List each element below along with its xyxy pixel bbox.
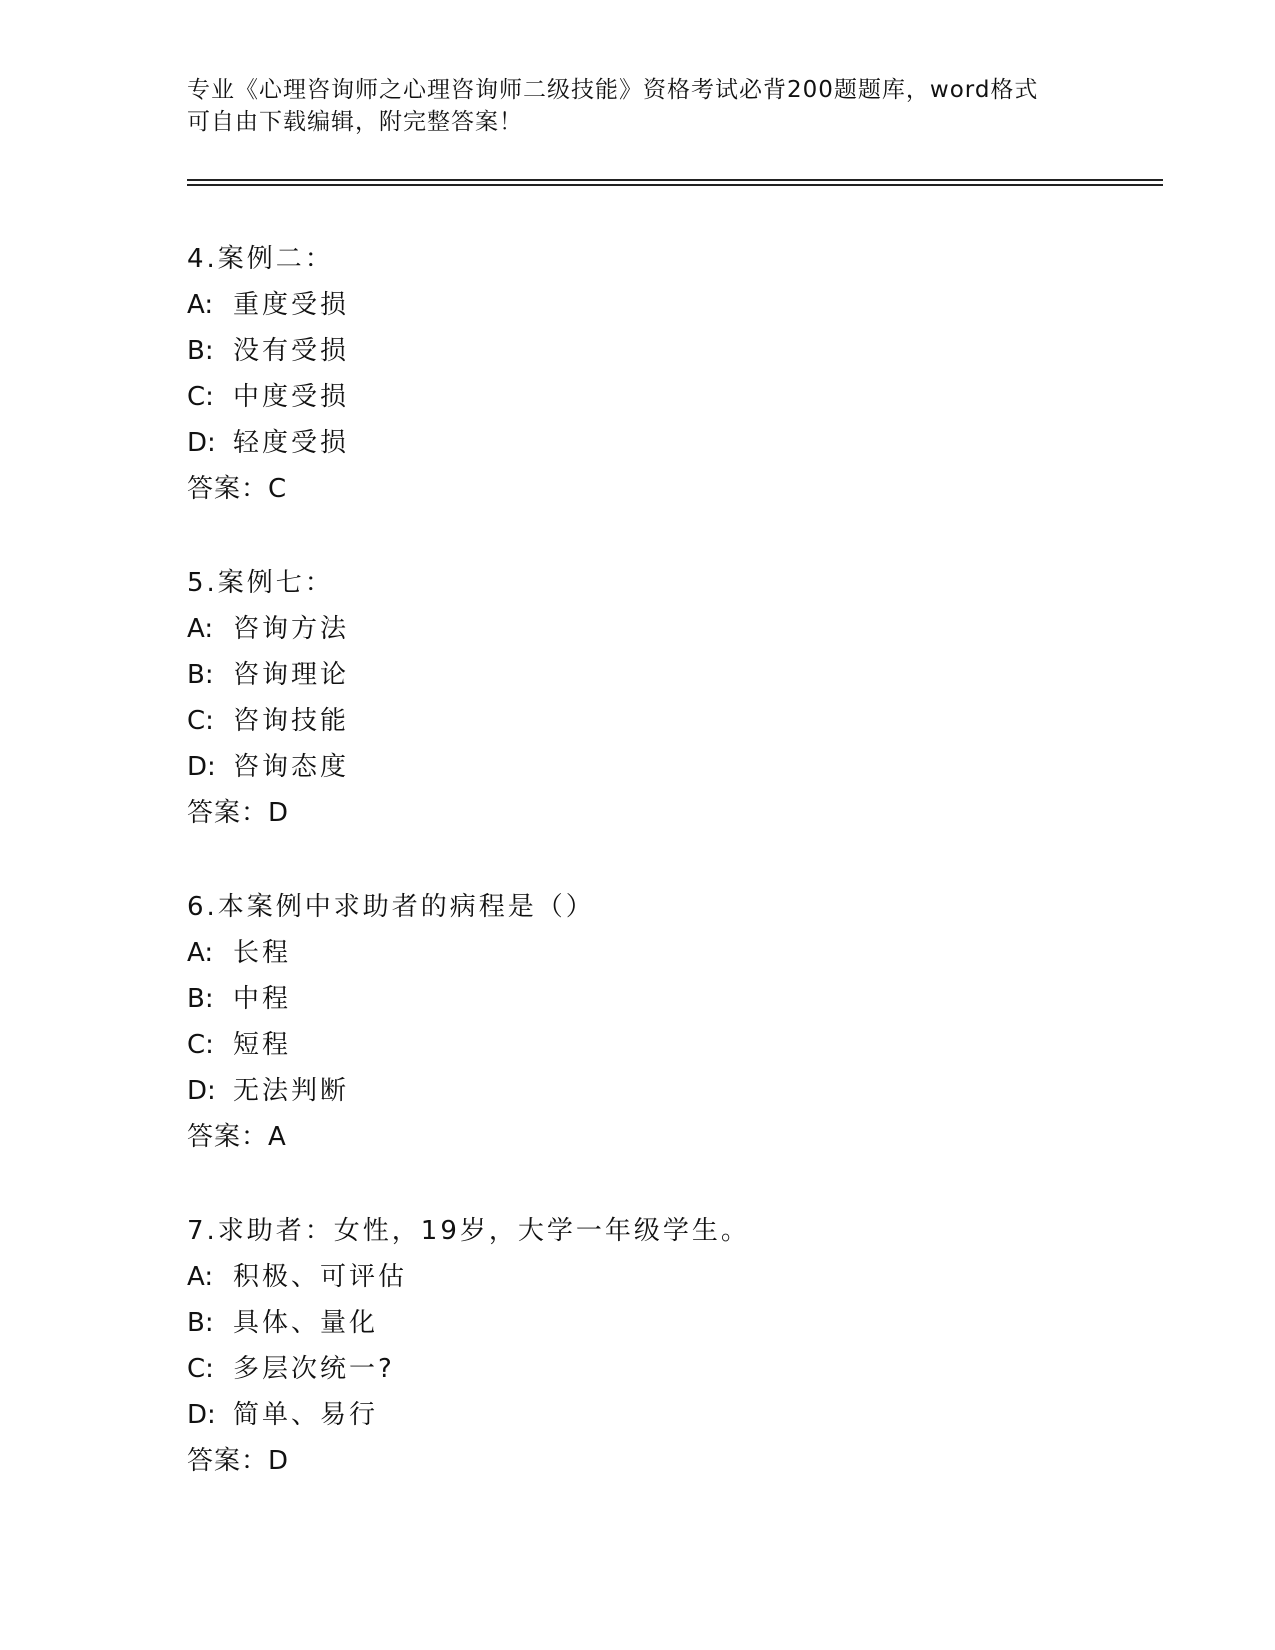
option-c (187, 698, 1137, 744)
option-d (187, 1392, 1137, 1438)
question-item (187, 1208, 1137, 1484)
document-header (187, 74, 1087, 138)
option-letter: A: (187, 938, 214, 968)
option-a (187, 930, 1137, 976)
answer: 答案：D (187, 1446, 290, 1476)
option-letter: A: (187, 614, 214, 644)
question-stem: 4.案例二： (187, 244, 334, 274)
option-text: 积极、可评估 (233, 1262, 408, 1292)
option-c (187, 1346, 1137, 1392)
option-b (187, 1300, 1137, 1346)
option-b (187, 652, 1137, 698)
option-letter: B: (187, 1308, 214, 1338)
option-text: 咨询技能 (233, 706, 350, 736)
option-letter: D: (187, 1400, 216, 1430)
option-text: 无法判断 (233, 1076, 350, 1106)
option-d (187, 420, 1137, 466)
option-text: 短程 (233, 1030, 292, 1060)
option-text: 没有受损 (233, 336, 350, 366)
option-letter: C: (187, 1354, 214, 1384)
header-divider-bottom (187, 184, 1163, 186)
option-a (187, 1254, 1137, 1300)
option-text: 中程 (233, 984, 292, 1014)
option-d (187, 744, 1137, 790)
question-stem: 6.本案例中求助者的病程是（） (187, 892, 595, 922)
option-letter: C: (187, 382, 214, 412)
answer: 答案：C (187, 474, 288, 504)
option-c (187, 374, 1137, 420)
option-text: 中度受损 (233, 382, 350, 412)
option-text: 咨询理论 (233, 660, 350, 690)
header-line-1: 专业《心理咨询师之心理咨询师二级技能》资格考试必背200题题库，word格式 (187, 77, 1039, 103)
option-letter: B: (187, 660, 214, 690)
option-letter: B: (187, 984, 214, 1014)
option-a (187, 282, 1137, 328)
option-text: 轻度受损 (233, 428, 350, 458)
option-c (187, 1022, 1137, 1068)
question-stem: 7.求助者：女性，19岁，大学一年级学生。 (187, 1216, 750, 1246)
option-b (187, 976, 1137, 1022)
question-item (187, 236, 1137, 512)
option-letter: C: (187, 706, 214, 736)
option-letter: D: (187, 428, 216, 458)
answer: 答案：D (187, 798, 290, 828)
question-item (187, 884, 1137, 1160)
option-text: 咨询方法 (233, 614, 350, 644)
option-letter: D: (187, 752, 216, 782)
option-text: 具体、量化 (233, 1308, 379, 1338)
question-item (187, 560, 1137, 836)
option-letter: D: (187, 1076, 216, 1106)
option-b (187, 328, 1137, 374)
option-letter: A: (187, 1262, 214, 1292)
header-divider-top (187, 179, 1163, 181)
option-d (187, 1068, 1137, 1114)
option-a (187, 606, 1137, 652)
option-text: 重度受损 (233, 290, 350, 320)
answer: 答案：A (187, 1122, 287, 1152)
question-list (187, 236, 1137, 1532)
question-stem: 5.案例七： (187, 568, 334, 598)
option-letter: A: (187, 290, 214, 320)
option-letter: C: (187, 1030, 214, 1060)
option-text: 咨询态度 (233, 752, 350, 782)
option-text: 长程 (233, 938, 292, 968)
option-text: 多层次统一? (233, 1354, 395, 1384)
option-letter: B: (187, 336, 214, 366)
option-text: 简单、易行 (233, 1400, 379, 1430)
header-line-2: 可自由下载编辑，附完整答案！ (187, 109, 523, 135)
